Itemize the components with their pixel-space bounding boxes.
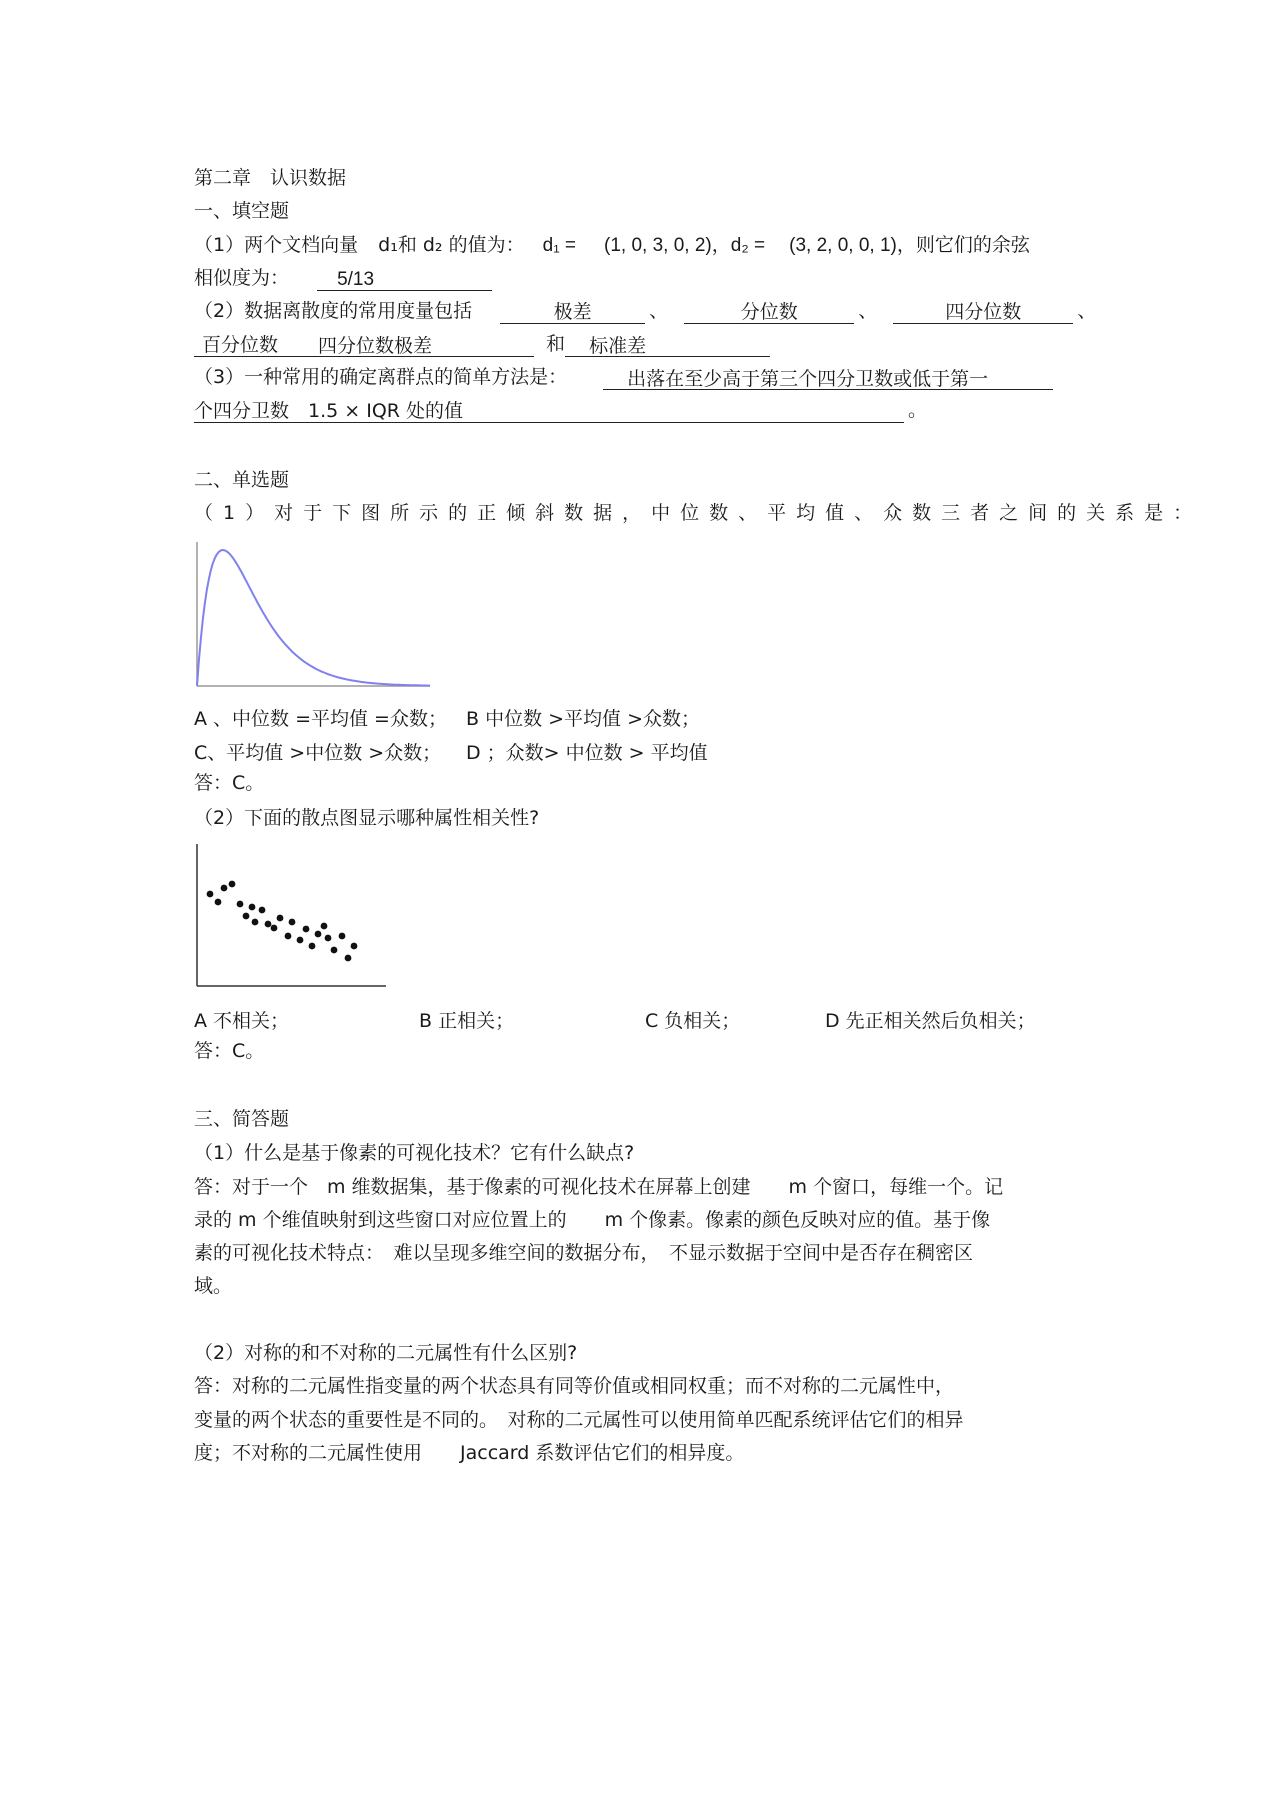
scatter-point [321, 923, 328, 930]
q2-answer-quantile: 分位数 [684, 299, 854, 324]
scatter-point [315, 931, 322, 938]
q2-comma-1: 、 [649, 300, 669, 322]
q2-fill-line1 [194, 298, 1096, 324]
scatter-point [229, 881, 236, 888]
scatter-point [339, 933, 346, 940]
sa-q2-question: （2）对称的和不对称的二元属性有什么区别? [194, 1342, 578, 1364]
section-short-answer-title: 三、简答题 [194, 1108, 290, 1130]
q3-fill-line2 [194, 397, 927, 423]
q3-answer-line2: 个四分卫数 1.5 × IQR 处的值 [194, 398, 904, 423]
scatter-point [351, 943, 358, 950]
sc-q1-question: （1）对于下图所示的正倾斜数据，中位数、平均值、众数三者之间的关系是： [194, 502, 1203, 524]
q1-vars: d₁和 d₂ 的值为： [378, 234, 525, 256]
scatter-point [277, 915, 284, 922]
q2-answer-percentile: 百分位数 [194, 332, 286, 357]
sc-q1-option-c: C、平均值 >中位数 >众数； [194, 742, 442, 764]
q1-d1-label: d₁ = [542, 235, 576, 256]
q2-answer-std: 标准差 [565, 333, 770, 357]
q1-fill-line2 [194, 265, 492, 291]
sc-q2-option-c: C 负相关； [645, 1010, 741, 1032]
q1-fill-line1 [194, 232, 1030, 259]
section-fill-in-title: 一、填空题 [194, 200, 290, 222]
scatter-point [285, 933, 292, 940]
sc-q2-answer: 答：C。 [194, 1040, 265, 1062]
q2-conj: 和 [546, 333, 566, 355]
q1-suffix: ，则它们的余弦 [896, 234, 1030, 256]
sc-q1-options-row1 [194, 706, 700, 732]
q2-answer-range: 极差 [500, 299, 645, 324]
q1-prefix: （1）两个文档向量 [194, 234, 359, 256]
sc-q2-question: （2）下面的散点图显示哪种属性相关性? [194, 807, 540, 829]
scatter-point [215, 899, 222, 906]
sa-q2-answer-line2: 变量的两个状态的重要性是不同的。 对称的二元属性可以使用简单匹配系统评估它们的相异 [194, 1409, 964, 1431]
sc-q2-options-row [194, 1008, 1036, 1034]
scatter-point [243, 913, 250, 920]
sa-q1-answer-line4: 域。 [194, 1275, 233, 1297]
scatter-point [265, 921, 272, 928]
section-single-choice-title: 二、单选题 [194, 469, 290, 491]
q2-comma-2: 、 [858, 300, 878, 322]
q2-comma-3: 、 [1077, 300, 1097, 322]
q1-sep: ， [711, 234, 731, 256]
scatter-point [252, 919, 259, 926]
scatter-point [271, 925, 278, 932]
sa-q1-question: （1）什么是基于像素的可视化技术？它有什么缺点? [194, 1142, 635, 1164]
q2-answer-iqr: 四分位数极差 [286, 333, 534, 357]
scatter-point [249, 904, 256, 911]
sa-q2-answer-line3: 度；不对称的二元属性使用 Jaccard 系数评估它们的相异度。 [194, 1442, 745, 1464]
sa-q1-answer-line2: 录的 m 个维值映射到这些窗口对应位置上的 m 个像素。像素的颜色反映对应的值。基于像 [194, 1209, 991, 1231]
sc-q1-options-row2 [194, 740, 708, 766]
scatter-point [325, 935, 332, 942]
sa-q1-answer-line1: 答：对于一个 m 维数据集，基于像素的可视化技术在屏幕上创建 m 个窗口，每维一个。记 [194, 1176, 1004, 1198]
chapter-title: 第二章 认识数据 [194, 167, 347, 189]
q2-answer-quartile: 四分位数 [893, 299, 1073, 324]
scatter-point [207, 891, 214, 898]
scatter-point [289, 919, 296, 926]
sa-q1-answer-line3: 素的可视化技术特点： 难以呈现多维空间的数据分布， 不显示数据于空间中是否存在稠密区 [194, 1242, 974, 1264]
q3-prefix: （3）一种常用的确定离群点的简单方法是： [194, 366, 568, 388]
scatter-plot-figure [194, 840, 394, 990]
scatter-point [345, 955, 352, 962]
scatter-point [331, 947, 338, 954]
q1-line2-prefix: 相似度为： [194, 267, 290, 289]
scatter-point [309, 943, 316, 950]
q3-end: 。 [908, 399, 928, 421]
q2-fill-line2 [194, 331, 770, 357]
scatter-points [207, 881, 358, 962]
scatter-point [259, 907, 266, 914]
q2-prefix: （2）数据离散度的常用度量包括 [194, 300, 473, 322]
sc-q1-answer: 答：C。 [194, 772, 265, 794]
q1-answer-blank: 5/13 [317, 267, 492, 291]
sc-q2-option-a: A 不相关； [194, 1010, 290, 1032]
scatter-point [221, 885, 228, 892]
q1-d2-value: (3, 2, 0, 0, 1) [789, 235, 897, 256]
sc-q2-option-d: D 先正相关然后负相关； [825, 1010, 1036, 1032]
q1-d2-label: d₂ = [730, 235, 766, 256]
sc-q2-option-b: B 正相关； [419, 1010, 515, 1032]
scatter-point [303, 926, 310, 933]
q1-d1-value: (1, 0, 3, 0, 2) [604, 235, 712, 256]
q3-fill-line1 [194, 364, 1053, 390]
sc-q1-option-d: D ；众数> 中位数 > 平均值 [466, 742, 708, 764]
sc-q1-option-a: A 、中位数 =平均值 =众数； [194, 708, 447, 730]
scatter-point [237, 901, 244, 908]
sa-q2-answer-line1: 答：对称的二元属性指变量的两个状态具有同等价值或相同权重；而不对称的二元属性中， [194, 1375, 955, 1397]
sc-q1-option-b: B 中位数 >平均值 >众数； [466, 708, 700, 730]
scatter-point [297, 937, 304, 944]
q3-answer-line1: 出落在至少高于第三个四分卫数或低于第一 [603, 366, 1053, 390]
skewed-distribution-figure [194, 538, 434, 690]
skewed-density-curve [197, 550, 430, 686]
